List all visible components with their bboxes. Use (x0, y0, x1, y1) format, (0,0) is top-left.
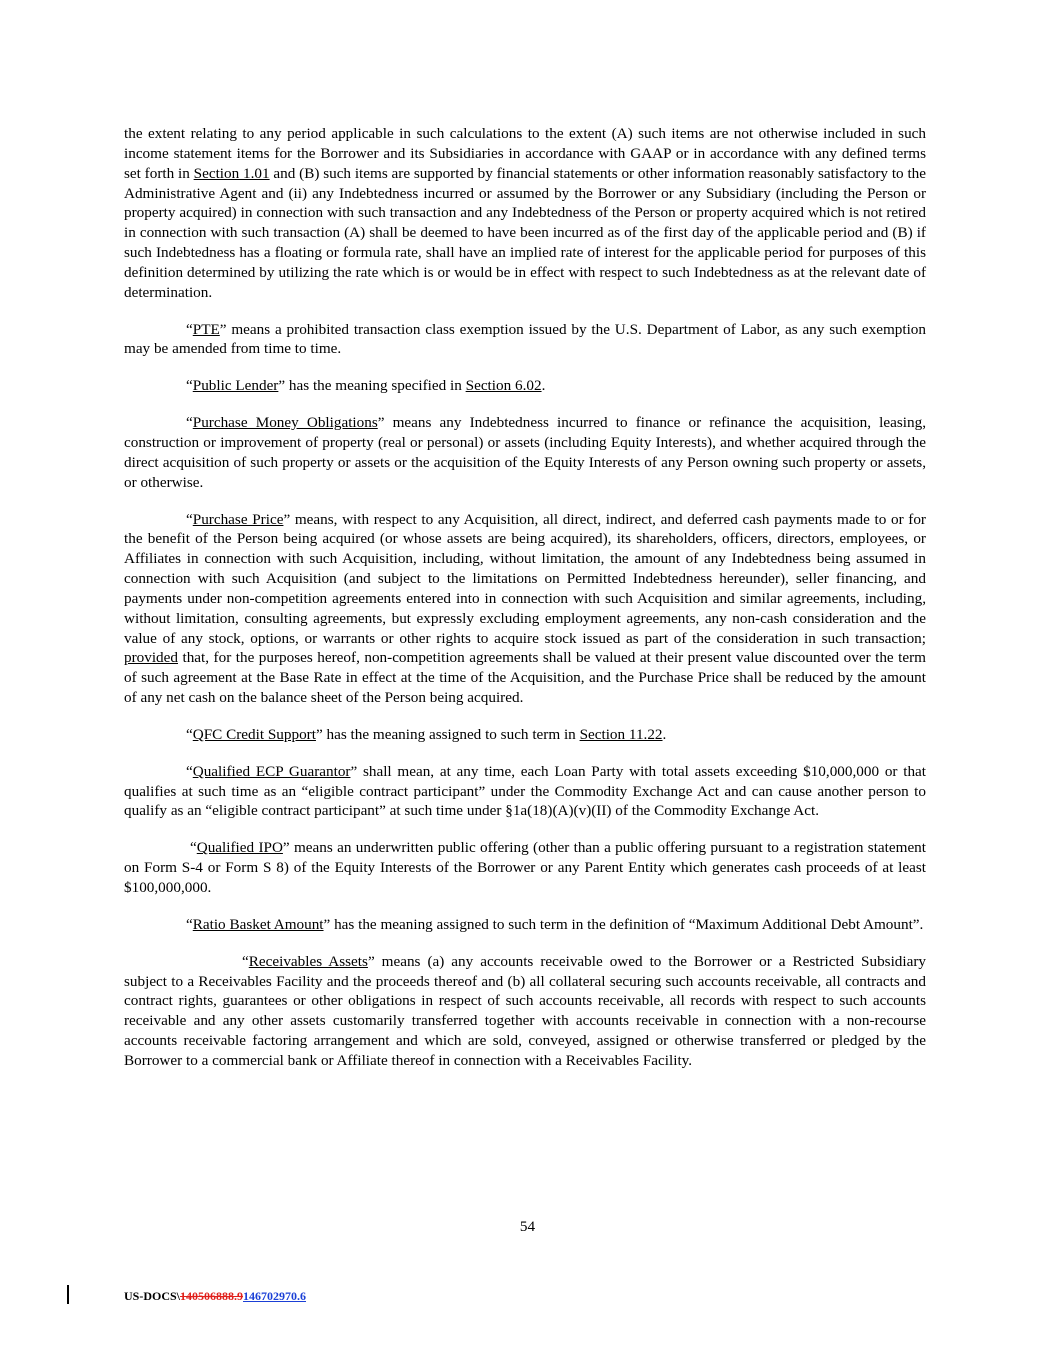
definition-qfc-credit-support: “QFC Credit Support” has the meaning assigned to such term in Section 11.22. (186, 725, 667, 743)
defined-term: Receivables Assets (248, 952, 368, 970)
inserted-doc-id: 146702970.6 (243, 1289, 307, 1303)
definition-pte: “PTE” means a prohibited transaction class exemption issued by the U.S. Department of Labor, as any such exemption may be amended from time to time. (124, 320, 926, 358)
page-number: 54 (519, 1218, 536, 1235)
definition-qualified-ipo: “Qualified IPO” means an underwritten public offering (other than a public offering pursuant to a registration statement on Form S-4 or Form S 8) of the Equity Interests of the Borrower or any Parent Entity which generates cash proceeds of at least $100,000,000. (124, 839, 926, 896)
deleted-doc-id: 140506888.9 (180, 1289, 244, 1303)
defined-term: Ratio Basket Amount (192, 915, 324, 933)
section-ref-1-01: Section 1.01 (193, 164, 270, 182)
paragraph-intro: the extent relating to any period applicable in such calculations to the extent (A) such items are not otherwise included in such income statement items for the Borrower and its Subsidiaries in accordance with GAAP or in accordance with any defined terms set forth in Section 1.01 and (B) such items are supported by financial statements or other information reasonably satisfactory to the Administrative Agent and (ii) any Indebtedness incurred or assumed by the Borrower or any Subsidiary (including the Person or property acquired) in connection with such transaction and any Indebtedness of the Person or property acquired which is not retired in connection with such transaction (A) shall be deemed to have been incurred as of the first day of the applicable period and (B) if such Indebtedness has a floating or formula rate, shall have an implied rate of interest for the applicable period for purposes of this definition determined by utilizing the rate which is or would be in effect with respect to such Indebtedness as at the relevant date of determination. (124, 125, 927, 301)
defined-term: Purchase Money Obligations (192, 414, 378, 432)
section-ref: Section 6.02 (465, 377, 542, 395)
section-ref: Section 11.22 (579, 725, 663, 743)
defined-term: Qualified IPO (196, 839, 283, 857)
defined-term: Qualified ECP Guarantor (192, 762, 351, 780)
defined-term: Purchase Price (192, 510, 284, 528)
definition-ratio-basket-amount: “Ratio Basket Amount” has the meaning assigned to such term in the definition of “Maximum Additional Debt Amount”. (186, 915, 924, 933)
defined-term: Public Lender (192, 377, 279, 395)
definition-public-lender: “Public Lender” has the meaning specified in Section 6.02. (186, 377, 546, 395)
change-bar (67, 1285, 69, 1304)
document-id-footer: US-DOCS\140506888.9146702970.6 (124, 1289, 307, 1303)
document-body (124, 124, 926, 1071)
provided-term: provided (124, 649, 178, 667)
definition-receivables-assets: “Receivables Assets” means (a) any accounts receivable owed to the Borrower or a Restricted Subsidiary subject to a Receivables Facility and the proceeds thereof and (b) all collateral securing such accounts receivable, all contracts and contract rights, guarantees or other obligations in respect of such accounts receivable, all records with respect to such accounts receivable and any other assets customarily transferred together with accounts receivable in connection with a non-recourse accounts receivable factoring arrangement and which are sold, conveyed, assigned or otherwise transferred or pledged by the Borrower to a commercial bank or Affiliate thereof in connection with a Receivables Facility. (124, 952, 926, 1069)
definition-purchase-price: “Purchase Price” means, with respect to any Acquisition, all direct, indirect, and deferred cash payments made to or for the benefit of the Person being acquired (or whose assets are being acquired), its shareholders, officers, directors, employees, or Affiliates in connection with such Acquisition, including, without limitation, the amount of any Indebtedness being assumed in connection with such Acquisition (and subject to the limitations on Permitted Indebtedness hereunder), seller financing, and payments under non-competition agreements entered into in connection with such Acquisition and similar agreements, including, without limitation, consulting agreements, but expressly excluding employment agreements, any non-cash consideration and the value of any stock, options, or warrants or other rights to acquire stock issued as part of the consideration in such transaction; provided that, for the purposes hereof, non-competition agreements shall be valued at their present value discounted over the term of such agreement at the Base Rate in effect at the time of the Acquisition, and the Purchase Price shall be reduced by the amount of any net cash on the balance sheet of the Person being acquired. (124, 510, 926, 707)
defined-term: PTE (192, 320, 220, 338)
definition-qualified-ecp-guarantor: “Qualified ECP Guarantor” shall mean, at any time, each Loan Party with total assets exceeding $10,000,000 or that qualifies at such time as an “eligible contract participant” under the Commodity Exchange Act and can cause another person to qualify as an “eligible contract participant” at such time under §1a(18)(A)(v)(II) of the Commodity Exchange Act. (124, 762, 926, 820)
definition-purchase-money-obligations: “Purchase Money Obligations” means any Indebtedness incurred to finance or refinance the acquisition, leasing, construction or improvement of property (real or personal) or assets (including Equity Interests), and whether acquired through the direct acquisition of such property or assets or the acquisition of the Equity Interests of any Person owning such property or assets, or otherwise. (124, 414, 926, 491)
defined-term: QFC Credit Support (192, 725, 316, 743)
